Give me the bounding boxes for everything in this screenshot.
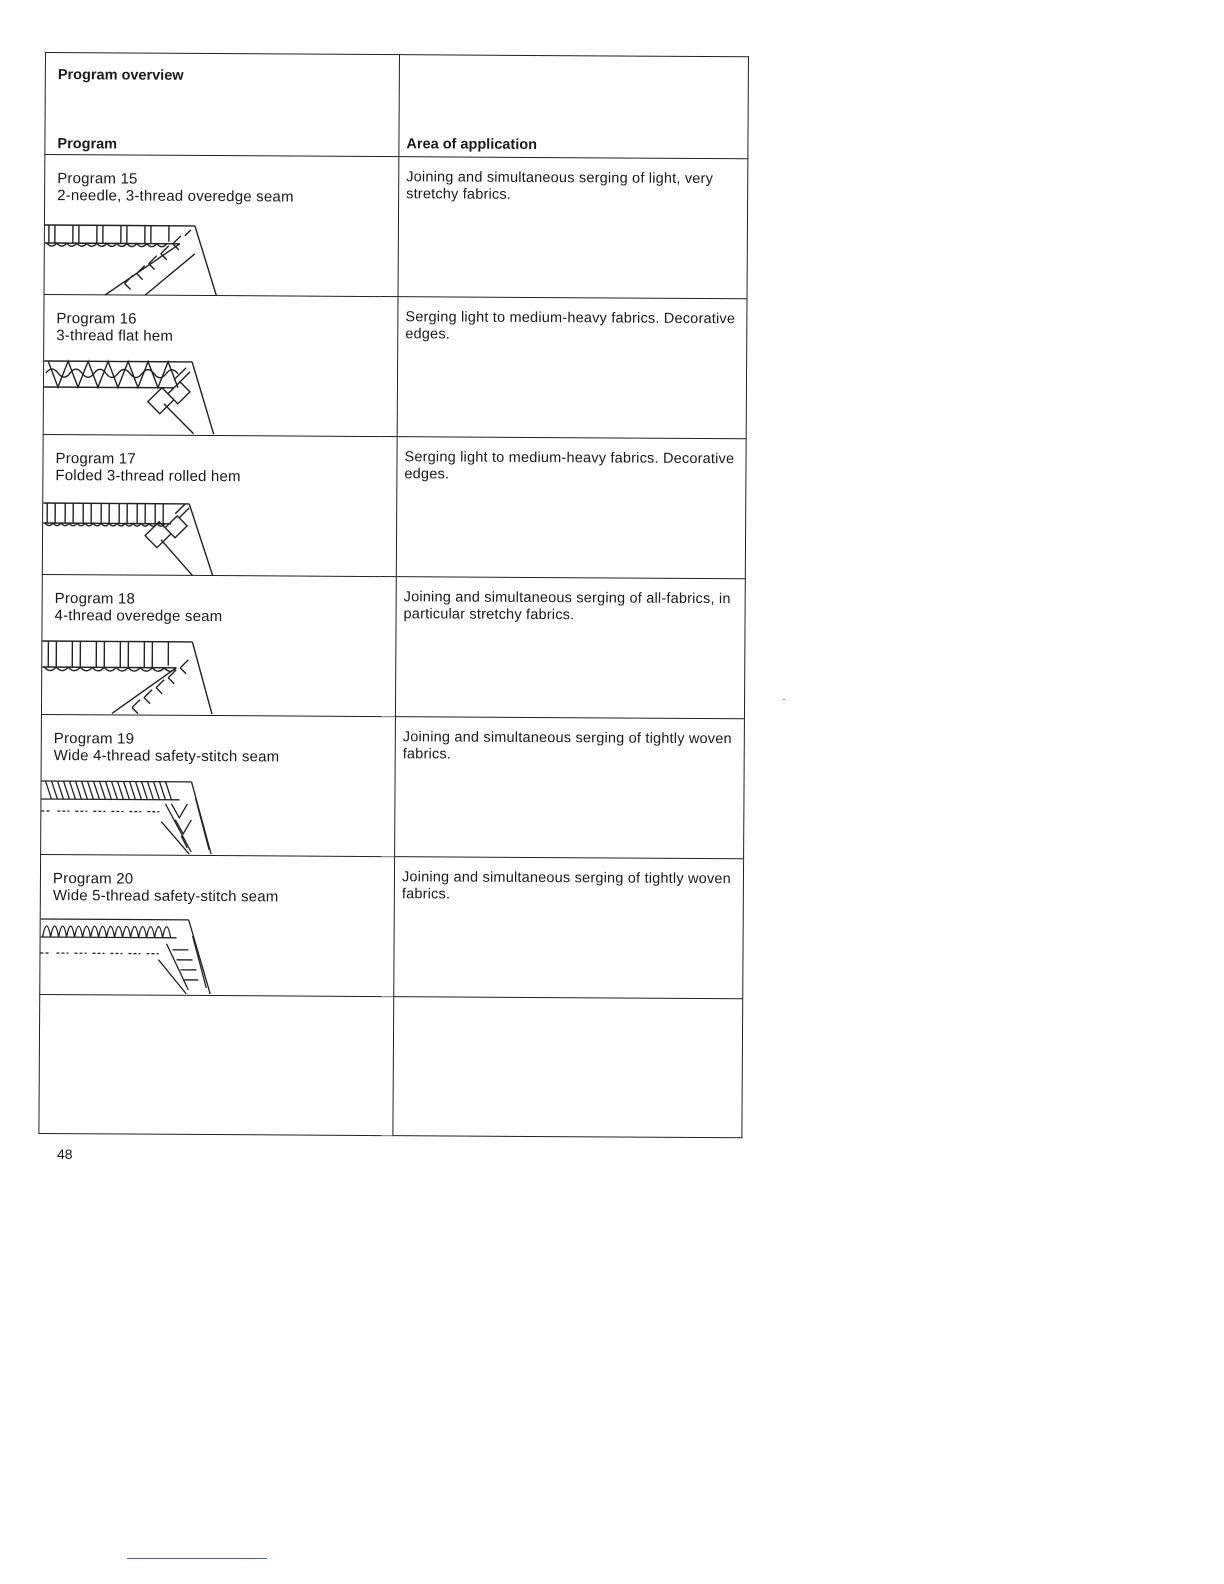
program-overview-table — [38, 52, 749, 1138]
application-cell — [397, 297, 747, 439]
table-row — [43, 294, 747, 438]
program-description: Folded 3-thread rolled hem — [55, 467, 241, 486]
page-number: 48 — [57, 1146, 73, 1162]
application-header-cell — [399, 55, 749, 159]
program-cell — [41, 714, 396, 856]
table-row — [41, 714, 745, 858]
safety-stitch-5thread-icon — [40, 913, 220, 996]
application-text: Joining and simultaneous serging of tightly woven fabrics. — [401, 869, 732, 903]
program-description: 3-thread flat hem — [56, 327, 174, 345]
program-name: Program 17 — [55, 450, 136, 468]
overview-title: Program overview — [57, 67, 184, 84]
table-header-row — [45, 53, 749, 159]
empty-program-cell — [39, 994, 394, 1135]
program-description: 4-thread overedge seam — [54, 607, 223, 626]
safety-stitch-4thread-icon — [41, 773, 221, 856]
program-cell — [43, 294, 398, 436]
flat-hem-icon — [44, 353, 224, 436]
program-description: Wide 5-thread safety-stitch seam — [52, 887, 279, 906]
application-cell — [396, 437, 746, 579]
table-row — [40, 854, 744, 998]
program-overview-sheet — [38, 52, 749, 1138]
program-name: Program 20 — [52, 870, 134, 888]
table-row — [42, 434, 746, 578]
application-text: Joining and simultaneous serging of light, very stretchy fabrics. — [406, 169, 714, 203]
program-name: Program 15 — [57, 170, 138, 188]
application-text: Joining and simultaneous serging of all-fabrics, in particular stretchy fabrics. — [403, 589, 731, 624]
table-row — [44, 155, 748, 299]
program-cell — [44, 155, 399, 297]
table-row — [41, 574, 745, 718]
program-header-cell — [45, 53, 400, 157]
application-column-heading: Area of application — [406, 136, 538, 154]
application-cell — [394, 857, 744, 999]
program-name: Program 18 — [54, 590, 136, 608]
application-cell — [398, 157, 748, 299]
rolled-hem-icon — [43, 493, 223, 576]
program-cell — [41, 574, 396, 716]
program-name: Program 19 — [53, 730, 135, 748]
application-text: Serging light to medium-heavy fabrics. Decorative edges. — [405, 309, 736, 343]
program-cell — [40, 854, 395, 996]
empty-application-cell — [393, 997, 743, 1138]
program-name: Program 16 — [56, 310, 137, 328]
overedge-seam-2needle-icon — [45, 213, 225, 296]
application-text: Serging light to medium-heavy fabrics. Decorative edges. — [404, 449, 735, 483]
scan-speck — [783, 699, 785, 700]
program-description: 2-needle, 3-thread overedge seam — [57, 187, 294, 206]
application-text: Joining and simultaneous serging of tightly woven fabrics. — [402, 729, 732, 763]
application-cell — [395, 577, 745, 719]
application-cell — [395, 717, 745, 859]
empty-table-row — [39, 994, 743, 1137]
program-description: Wide 4-thread safety-stitch seam — [53, 747, 280, 766]
program-cell — [42, 434, 397, 576]
footer-divider — [127, 1558, 267, 1559]
overedge-seam-4thread-icon — [42, 633, 222, 716]
program-column-heading: Program — [57, 136, 118, 153]
